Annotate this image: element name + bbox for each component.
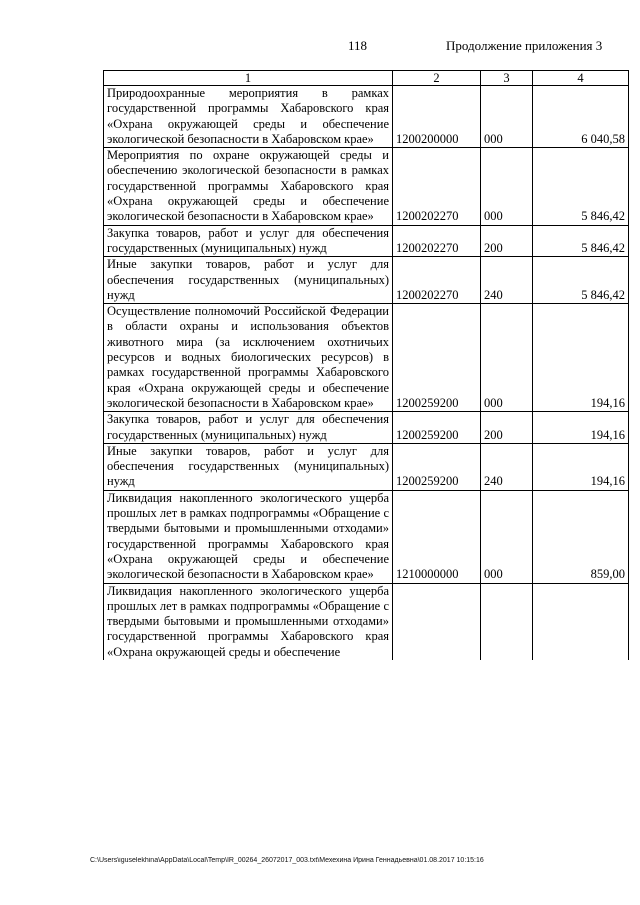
row-description: Мероприятия по охране окружающей среды и обеспечению экологической безопасности в рамках государственной программы Хабаровского края «Охрана окружающей среды и обеспечение экологической безопасности в Хабаровском крае»: [104, 148, 393, 225]
row-expense-kind: 240: [481, 257, 533, 304]
row-expense-kind: 000: [481, 490, 533, 583]
column-header: 3: [481, 71, 533, 86]
row-expense-kind: 000: [481, 86, 533, 148]
budget-table: [103, 70, 629, 660]
row-amount: [533, 583, 629, 660]
row-amount: 194,16: [533, 412, 629, 444]
table-header-row: [104, 71, 629, 86]
table-row-continued: [104, 583, 629, 660]
table-row: [104, 304, 629, 412]
row-amount: 859,00: [533, 490, 629, 583]
row-amount: 6 040,58: [533, 86, 629, 148]
row-description: Иные закупки товаров, работ и услуг для обеспечения государственных (муниципальных) нужд: [104, 443, 393, 490]
row-target-code: 1200259200: [393, 412, 481, 444]
row-expense-kind: 000: [481, 148, 533, 225]
table-row: [104, 490, 629, 583]
row-target-code: 1210000000: [393, 490, 481, 583]
row-description: Закупка товаров, работ и услуг для обеспечения государственных (муниципальных) нужд: [104, 412, 393, 444]
row-target-code: 1200202270: [393, 257, 481, 304]
column-header: 2: [393, 71, 481, 86]
row-target-code: 1200202270: [393, 225, 481, 257]
row-amount: 5 846,42: [533, 257, 629, 304]
table-row: [104, 412, 629, 444]
row-target-code: 1200202270: [393, 148, 481, 225]
row-target-code: 1200200000: [393, 86, 481, 148]
row-target-code: [393, 583, 481, 660]
row-expense-kind: 200: [481, 225, 533, 257]
table-row: [104, 86, 629, 148]
row-target-code: 1200259200: [393, 304, 481, 412]
row-amount: 5 846,42: [533, 225, 629, 257]
row-description: Иные закупки товаров, работ и услуг для обеспечения государственных (муниципальных) нужд: [104, 257, 393, 304]
row-amount: 5 846,42: [533, 148, 629, 225]
row-description: Ликвидация накопленного экологического ущерба прошлых лет в рамках подпрограммы «Обращение с твердыми бытовыми и промышленными отходами» государственной программы Хабаровского края «Охрана окружающей среды и обеспечение: [104, 583, 393, 660]
row-expense-kind: 200: [481, 412, 533, 444]
column-header: 4: [533, 71, 629, 86]
table-row: [104, 148, 629, 225]
row-expense-kind: 240: [481, 443, 533, 490]
row-description: Ликвидация накопленного экологического ущерба прошлых лет в рамках подпрограммы «Обращение с твердыми бытовыми и промышленными отходами» государственной программы Хабаровского края «Охрана окружающей среды и обеспечение экологической безопасности в Хабаровском крае»: [104, 490, 393, 583]
table-row: [104, 225, 629, 257]
row-expense-kind: [481, 583, 533, 660]
row-expense-kind: 000: [481, 304, 533, 412]
row-description: Осуществление полномочий Российской Федерации в области охраны и использования объектов животного мира (за исключением охотничьих ресурсов и водных биологических ресурсов) в рамках государственной программы Хабаровского края «Охрана окружающей среды и обеспечение экологической безопасности в Хабаровском крае»: [104, 304, 393, 412]
row-description: Природоохранные мероприятия в рамках государственной программы Хабаровского края «Охрана окружающей среды и обеспечение экологической безопасности в Хабаровском крае»: [104, 86, 393, 148]
row-target-code: 1200259200: [393, 443, 481, 490]
column-header: 1: [104, 71, 393, 86]
row-amount: 194,16: [533, 304, 629, 412]
row-amount: 194,16: [533, 443, 629, 490]
page-header: [0, 38, 640, 58]
table-row: [104, 443, 629, 490]
file-path-footer: C:\Users\iguselekhina\AppData\Local\Temp\IR_00264_26072017_003.txt\Мехехина Ирина Геннадьевна\01.08.2017 10:15:16: [90, 857, 484, 864]
page-number: 118: [348, 38, 368, 53]
appendix-continuation-note: Продолжение приложения 3: [446, 38, 603, 53]
table-row: [104, 257, 629, 304]
row-description: Закупка товаров, работ и услуг для обеспечения государственных (муниципальных) нужд: [104, 225, 393, 257]
